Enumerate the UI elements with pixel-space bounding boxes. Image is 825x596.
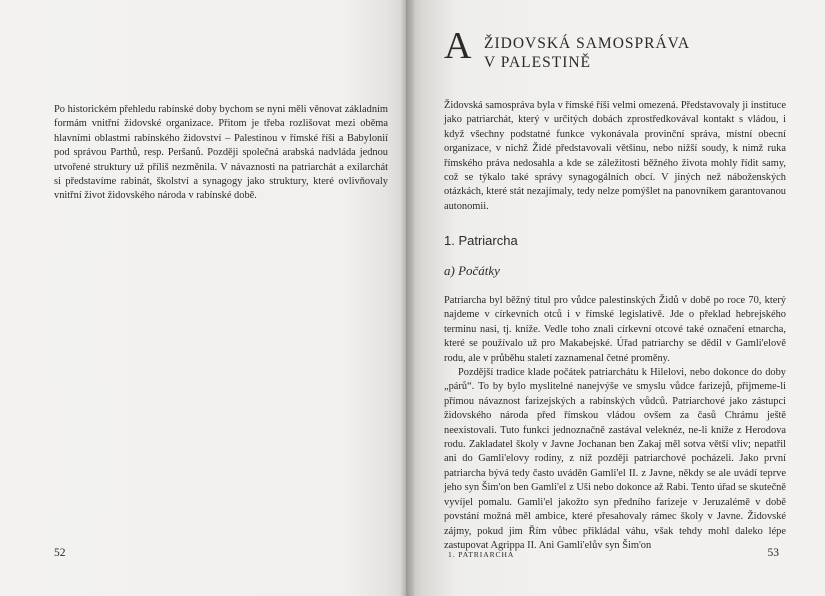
right-page-number: 53 <box>767 547 779 559</box>
opening-paragraph <box>444 99 786 214</box>
chapter-title <box>484 34 690 72</box>
left-page <box>0 0 406 596</box>
left-page-number: 52 <box>54 547 66 559</box>
section-heading: 1. Patriarcha <box>444 233 518 248</box>
body-paragraph-2: Pozdější tradice klade počátek patriarchátu k Hilelovi, nebo dokonce do doby „párů“. To by bylo myslitelné nanejvýše ve smyslu vůdce farizejů, přijmeme-li přímou návaznost farizejských a rabínských vůdců. Patriarchové jako zástupci židovského národa před římskou vládou ovšem za časů Chrámu ještě neexistovali. Tuto funkci jednoznačně zastával veleknéz, ne-li kníže z Herodova rodu. Zakladatel školy v Javne Jochanan ben Zakaj měl sotva větší vliv; nepatřil ani do Gamli'elovy rodiny, z níž později patriarchové pocházeli. Jako první patriarcha bývá tedy často uváděn Gamli'el II. z Javne, někdy se ale uvádí teprve jeho syn Šim'on ben Gamli'el z Uši nebo dokonce až Rabi. Tento úřad se skutečně vyvíjel pomalu. Gamli'el jakožto syn předního farizeje v Jeruzalémě v době povstání možná měl ambice, které přesahovaly rámec školy v Javne. Židovské zájmy, pokud jim Řím vůbec přikládal váhu, však tehdy mohl daleko lépe zastupovat Agrippa II. Ani Gamli'elův syn Šim'on <box>444 367 786 551</box>
chapter-title-line-1: ŽIDOVSKÁ SAMOSPRÁVA <box>484 35 691 52</box>
subsection-heading: a) Počátky <box>444 263 500 278</box>
opening-paragraph-text: Židovská samospráva byla v římské říši velmi omezená. Představovaly ji instituce jako patriarchát, který v určitých dobách zprostředkovával kontakt s vládou, i když všechny podstatné funkce vykonávala provinční správa, místní obecní organizace, v nichž Židé představovali většinu, nebo nižší soudy, k nimž ruka římského práva nedosahla a kde se záležitosti běžného života mohly řídit samy, což se týkalo také správy synagogálních obcí. V jiných než náboženských otázkách, které stát nezajímaly, tedy nelze pomýšlet na panovníkem garantovanou autonomii. <box>444 100 786 212</box>
body-paragraph-1: Patriarcha byl běžný titul pro vůdce palestinských Židů v době po roce 70, který najdeme v církevních otců i v římské legislativě. Jde o překlad hebrejského terminu nasi, tj. kníže. Vedle toho znali církevní otcové také označení etnarcha, které se používalo už pro Makabejské. Úřad patriarchy se dědil v Gamli'elově rodu, ale v průběhu staletí zaznamenal četné proměny. <box>444 295 786 364</box>
chapter-title-line-2: V PALESTINĚ <box>484 54 592 71</box>
book-gutter-shadow <box>400 0 414 596</box>
section-body <box>444 294 786 553</box>
chapter-drop-letter: A <box>444 25 472 67</box>
running-head: 1. PATRIARCHA <box>448 550 515 559</box>
intro-paragraph: Po historickém přehledu rabínské doby bychom se nyni měli věnovat základním formám vnitřní židovské organizace. Přitom je třeba rozlišovat mezi oběma hlavními oblastmi rabínského židovství – Palestinou v římské říši a Babylonií pod správou Parthů, resp. Peršanů. Později společná arabská nadvláda jednou utvořené struktury už příliš nezměnila. V návaznosti na patriarchát a exilarchát si představíme rabinát, školství a synagogy jako struktury, které ovlivňovaly vnitřní život židovského národa v rabínské době. <box>54 104 388 202</box>
